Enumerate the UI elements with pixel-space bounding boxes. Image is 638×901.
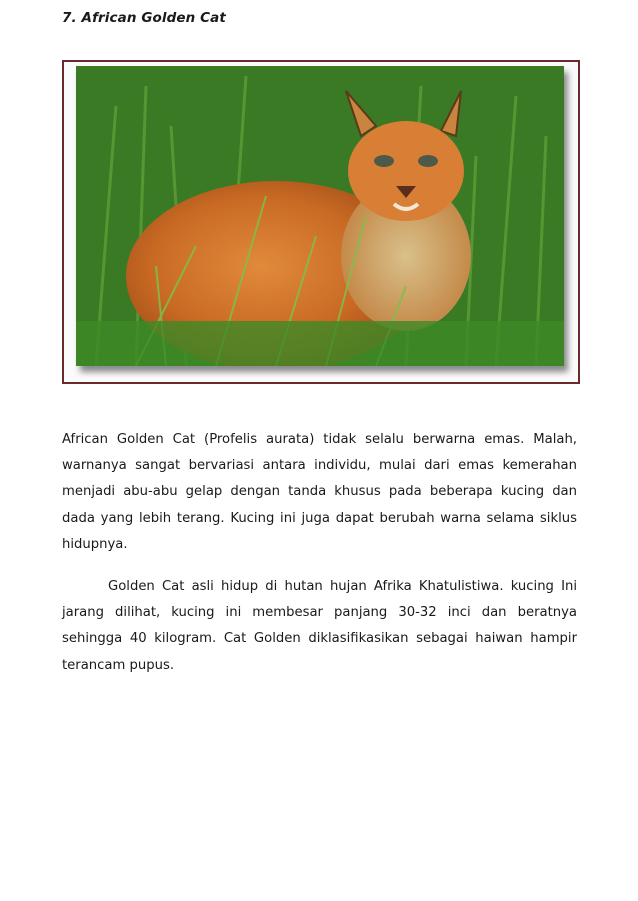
paragraph-1: African Golden Cat (Profelis aurata) tidak selalu berwarna emas. Malah, warnanya sangat bervariasi antara individu, mulai dari emas kemerahan menjadi abu-abu gelap dengan tanda khusus pada beberapa kucing dan dada yang lebih terang. Kucing ini juga dapat berubah warna selama siklus hidupnya.	[62, 432, 577, 552]
photo-frame	[62, 60, 580, 384]
section-heading: 7. African Golden Cat	[62, 10, 226, 26]
paragraph-2: Golden Cat asli hidup di hutan hujan Afrika Khatulistiwa. kucing Ini jarang dilihat, kucing ini membesar panjang 30-32 inci dan beratnya sehingga 40 kilogram. Cat Golden diklasifikasikan sebagai haiwan hampir terancam pupus.	[62, 579, 577, 673]
cat-illustration	[76, 66, 564, 366]
african-golden-cat-photo	[76, 66, 564, 366]
